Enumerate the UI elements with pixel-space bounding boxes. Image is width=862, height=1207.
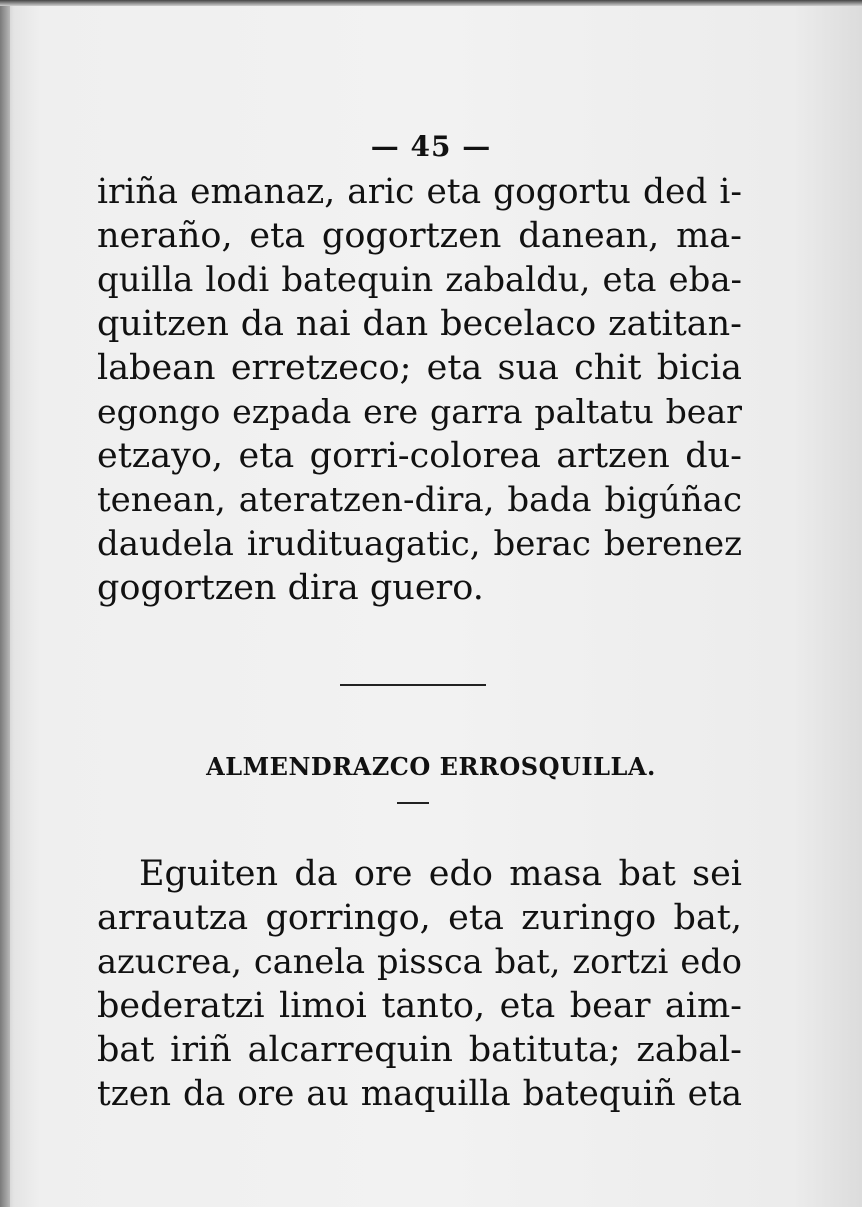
- text-line: labean erretzeco; eta sua chit bicia: [97, 348, 742, 388]
- page-top-edge: [0, 0, 862, 6]
- page-binding-edge: [0, 0, 10, 1207]
- text-line: quitzen da nai dan becelaco zatitan-: [97, 304, 742, 344]
- recipe-heading: ALMENDRAZCO ERROSQUILLA.: [206, 752, 656, 781]
- text-line-last: gogortzen dira guero.: [97, 568, 484, 608]
- text-line: Eguiten da ore edo masa bat sei: [139, 854, 742, 894]
- text-line: tenean, ateratzen-dira, bada bigúñac: [97, 480, 742, 520]
- section-divider-rule: [340, 684, 486, 686]
- text-line: bederatzi limoi tanto, eta bear aim-: [97, 986, 742, 1026]
- text-line: neraño, eta gogortzen danean, ma-: [97, 216, 742, 256]
- text-line: azucrea, canela pissca bat, zortzi edo: [97, 942, 742, 981]
- text-line: egongo ezpada ere garra paltatu bear: [97, 392, 742, 431]
- text-line: tzen da ore au maquilla batequiñ eta: [97, 1074, 742, 1114]
- text-line: etzayo, eta gorri-colorea artzen du-: [97, 436, 742, 476]
- text-line: quilla lodi batequin zabaldu, eta eba-: [97, 260, 742, 299]
- text-line: arrautza gorringo, eta zuringo bat,: [97, 898, 742, 938]
- page-number: — 45 —: [370, 130, 492, 163]
- heading-underline-rule: [397, 802, 429, 804]
- text-line: iriña emanaz, aric eta gogortu ded i-: [97, 172, 742, 212]
- text-line: daudela irudituagatic, berac berenez: [97, 524, 742, 564]
- text-line: bat iriñ alcarrequin batituta; zabal-: [97, 1030, 742, 1070]
